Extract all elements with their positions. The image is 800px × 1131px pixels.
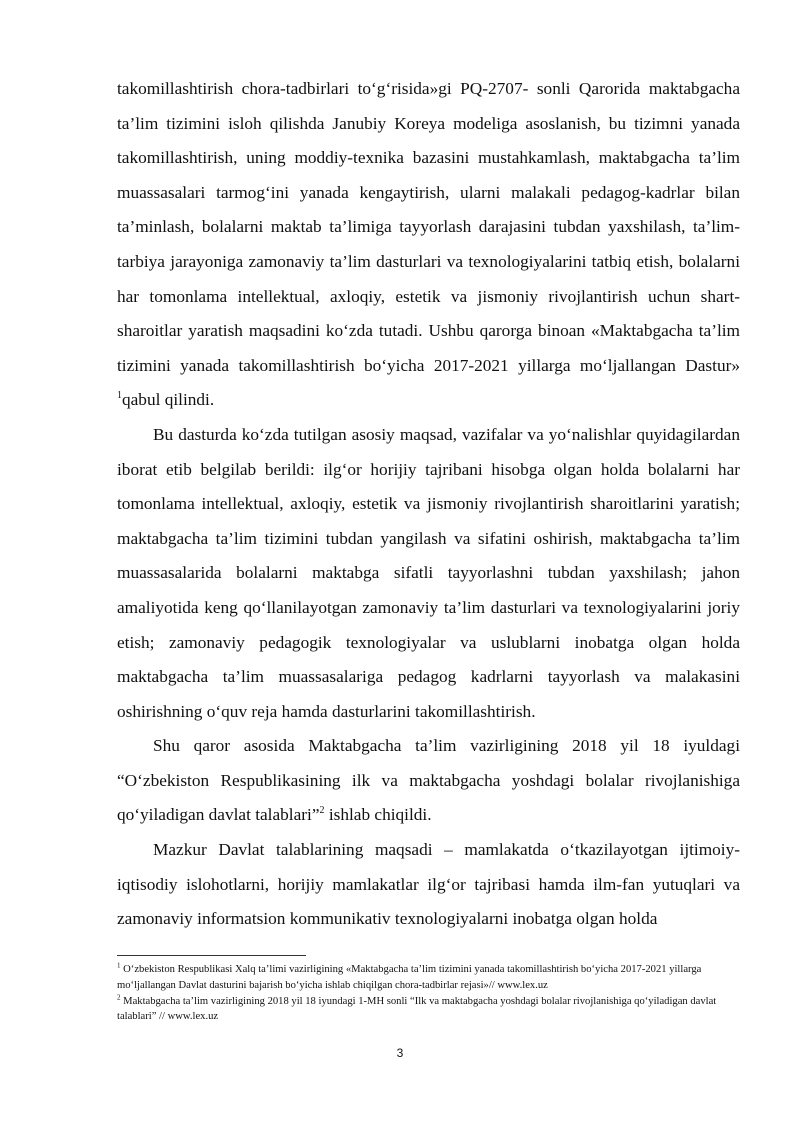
paragraph-1-text: takomillashtirish chora-tadbirlari to‘g‘risida»gi PQ-2707- sonli Qarorida maktabgacha ta’lim tizimini isloh qilishda Janubiy Koreya modeliga asoslanish, bu tizimni yanada takomillashtirish, uning moddiy-texnika bazasini mustahkamlash, maktabgacha ta’lim muassasalari tarmog‘ini yanada kengaytirish, ularni malakali pedagog-kadrlar bilan ta’minlash, bolalarni maktab ta’limiga tayyorlash darajasini tubdan yaxshilash, ta’lim-tarbiya jarayoniga zamonaviy ta’lim dasturlari va texnologiyalarini tatbiq etish, bolalarni har tomonlama intellektual, axloqiy, estetik va jismoniy rivojlantirish uchun shart-sharoitlar yaratish maqsadini ko‘zda tutadi. Ushbu qarorga binoan «Maktabgacha ta’lim tizimini yanada takomillashtirish bo‘yicha 2017-2021 yillarga mo‘ljallangan Dastur» [117, 79, 740, 375]
page-number: 3 [396, 1046, 404, 1060]
footnote-2-mark: 2 [117, 993, 121, 1002]
paragraph-3-tail: ishlab chiqildi. [324, 805, 432, 825]
footnote-reference-2: 2 [319, 805, 325, 817]
paragraph-4: Mazkur Davlat talablarining maqsadi – mamlakatda o‘tkazilayotgan ijtimoiy-iqtisodiy islohotlarni, horijiy mamlakatlar ilg‘or tajribasi hamda ilm-fan yutuqlari va zamonaviy informatsion kommunikativ texnologiyalarni inobatga olgan holda [117, 840, 740, 929]
footnote-2-text: Maktabgacha ta’lim vazirligining 2018 yil 18 iyundagi 1-MH sonli “Ilk va maktabgacha yoshdagi bolalar rivojlanishiga qo‘yiladigan davlat talablari” // www.lex.uz [117, 995, 717, 1023]
footnote-1-mark: 1 [117, 961, 121, 970]
footnote-reference-1: 1 [117, 390, 122, 402]
paragraph-1 [117, 72, 740, 418]
footnote-1-text: O‘zbekiston Respublikasi Xalq ta’limi vazirligining «Maktabgacha ta’lim tizimini yanada takomillashtirish bo‘yicha 2017-2021 yillarga mo‘ljallangan Davlat dasturini bajarish bo‘yicha ishlab chiqilgan chora-tadbirlar rejasi»// www.lex.uz [117, 964, 702, 991]
footnote-separator [117, 955, 306, 956]
paragraph-3-text: Shu qaror asosida Maktabgacha ta’lim vazirligining 2018 yil 18 iyuldagi “O‘zbekiston Respublikasining ilk va maktabgacha yoshdagi bolalar rivojlanishiga qo‘yiladigan davlat talablari” [117, 736, 740, 825]
footnote-2 [117, 994, 740, 1026]
paragraph-3 [117, 729, 740, 833]
paragraph-1-tail: qabul qilindi. [122, 390, 215, 410]
paragraph-2: Bu dasturda ko‘zda tutilgan asosiy maqsad, vazifalar va yo‘nalishlar quyidagilardan iborat etib belgilab berildi: ilg‘or horijiy tajribani hisobga olgan holda bolalarni har tomonlama intellektual, axloqiy, estetik va jismoniy rivojlantirish sharoitlarini yaratish; maktabgacha ta’lim tizimini tubdan yangilash va sifatini oshirish, maktabgacha ta’lim muassasalarida bolalarni maktabga sifatli tayyorlashni tubdan yaxshilash; jahon amaliyotida keng qo‘llanilayotgan zamonaviy ta’lim dasturlari va texnologiyalarini joriy etish; zamonaviy pedagogik texnologiyalar va uslublarni inobatga olgan holda maktabgacha ta’lim muassasalariga pedagog kadrlarni tayyorlash va malakasini oshirishning o‘quv reja hamda dasturlarini takomillashtirish. [117, 424, 740, 721]
footnote-1 [117, 962, 740, 994]
body-text [117, 72, 740, 937]
footnotes [117, 962, 740, 1025]
